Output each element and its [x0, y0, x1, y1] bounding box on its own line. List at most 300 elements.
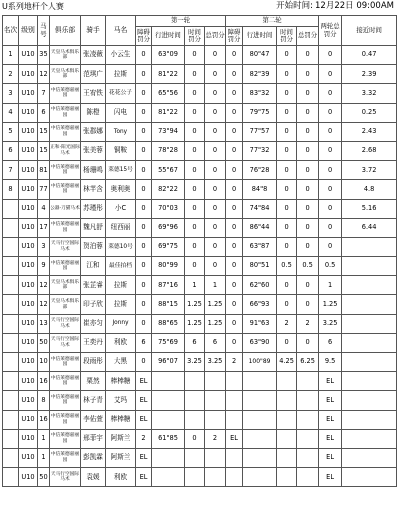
- cell-r2-total: [297, 448, 319, 467]
- cell-horse: 阿斯兰: [106, 448, 136, 467]
- col-horse: 马名: [106, 16, 136, 46]
- cell-rank: 1: [3, 46, 19, 65]
- cell-close: [342, 353, 397, 372]
- cell-r2-obs: 0: [226, 84, 243, 103]
- cell-rider: 段雨彤: [81, 353, 106, 372]
- cell-num: 13: [38, 314, 50, 333]
- cell-num: 1: [38, 448, 50, 467]
- cell-r1-time: 80"99: [152, 257, 185, 276]
- cell-r2-obs: 0: [226, 276, 243, 295]
- cell-horse: 棒棒糖: [106, 372, 136, 391]
- cell-r2-obs: 0: [226, 161, 243, 180]
- cell-two: 3.25: [319, 314, 342, 333]
- cell-two: 0: [319, 65, 342, 84]
- cell-r1-tp: [185, 468, 205, 487]
- cell-num: 16: [38, 372, 50, 391]
- cell-close: [342, 468, 397, 487]
- cell-r2-total: 0: [297, 65, 319, 84]
- cell-rider: 李佑萱: [81, 410, 106, 429]
- cell-club: 中信莱德嘉丽园: [50, 353, 81, 372]
- header-bar: [0, 0, 400, 16]
- cell-r1-tp: 0: [185, 84, 205, 103]
- cell-club: 中信莱德嘉丽园: [50, 448, 81, 467]
- cell-two: 9.5: [319, 353, 342, 372]
- cell-r1-time: [152, 410, 185, 429]
- cell-close: 0.47: [342, 46, 397, 65]
- cell-club: 中信莱德嘉丽园: [50, 84, 81, 103]
- cell-num: 7: [38, 84, 50, 103]
- cell-r1-total: 0: [205, 257, 226, 276]
- cell-r2-tp: [277, 410, 297, 429]
- table-row: [3, 276, 397, 295]
- cell-r1-obs: EL: [136, 468, 152, 487]
- cell-r2-time: 82"39: [243, 65, 277, 84]
- cell-club: 中信莱德嘉丽园: [50, 161, 81, 180]
- col-rider: 骑手: [81, 16, 106, 46]
- cell-rider: 袁媛: [81, 468, 106, 487]
- cell-r2-tp: 0: [277, 141, 297, 160]
- cell-r2-tp: 2: [277, 314, 297, 333]
- cell-rider: 张美蓉: [81, 141, 106, 160]
- cell-r1-time: [152, 391, 185, 410]
- cell-horse: 小云生: [106, 46, 136, 65]
- cell-level: U10: [19, 180, 38, 199]
- cell-num: 12: [38, 65, 50, 84]
- cell-horse: 闪电: [106, 103, 136, 122]
- cell-two: 0: [319, 103, 342, 122]
- cell-r1-total: 1.25: [205, 295, 226, 314]
- cell-horse: 纽西丽: [106, 218, 136, 237]
- cell-r2-time: [243, 391, 277, 410]
- cell-club: 天皇马术俱乐部: [50, 276, 81, 295]
- cell-close: 2.68: [342, 141, 397, 160]
- cell-rank: 6: [3, 141, 19, 160]
- cell-r1-time: 78"28: [152, 141, 185, 160]
- cell-r1-tp: 0: [185, 161, 205, 180]
- cell-two: EL: [319, 372, 342, 391]
- cell-club: 天马行空国际马术: [50, 237, 81, 256]
- cell-r2-obs: 0: [226, 65, 243, 84]
- cell-level: U10: [19, 295, 38, 314]
- cell-r2-obs: [226, 391, 243, 410]
- cell-r2-time: [243, 429, 277, 448]
- cell-rider: 邢菲宇: [81, 429, 106, 448]
- cell-r2-time: 74"84: [243, 199, 277, 218]
- cell-r2-time: [243, 410, 277, 429]
- cell-r2-time: 62"60: [243, 276, 277, 295]
- cell-r1-time: 55"67: [152, 161, 185, 180]
- cell-r1-tp: 0: [185, 257, 205, 276]
- cell-r1-obs: 0: [136, 46, 152, 65]
- cell-level: U10: [19, 468, 38, 487]
- cell-r2-tp: 0: [277, 122, 297, 141]
- results-table: [2, 15, 397, 487]
- cell-r2-total: 0.5: [297, 257, 319, 276]
- cell-r1-total: [205, 468, 226, 487]
- cell-close: 2.39: [342, 65, 397, 84]
- cell-two: 0: [319, 46, 342, 65]
- cell-two: EL: [319, 468, 342, 487]
- table-row: [3, 295, 397, 314]
- cell-r1-obs: EL: [136, 372, 152, 391]
- cell-r1-total: 2: [205, 429, 226, 448]
- cell-r2-total: 0: [297, 333, 319, 352]
- cell-r2-total: 0: [297, 103, 319, 122]
- cell-r2-time: 83"32: [243, 84, 277, 103]
- cell-r2-total: 0: [297, 276, 319, 295]
- cell-level: U10: [19, 333, 38, 352]
- cell-r2-time: 80"47: [243, 46, 277, 65]
- cell-r1-obs: 0: [136, 161, 152, 180]
- cell-r1-time: 65"56: [152, 84, 185, 103]
- cell-r1-obs: 0: [136, 314, 152, 333]
- cell-club: 天皇马术俱乐部: [50, 295, 81, 314]
- cell-r2-time: [243, 372, 277, 391]
- table-row: [3, 46, 397, 65]
- cell-r1-obs: 0: [136, 295, 152, 314]
- cell-horse: 棒棒糖: [106, 410, 136, 429]
- col-r1-time: 行进时间: [152, 27, 185, 46]
- cell-two: EL: [319, 429, 342, 448]
- cell-horse: 艾玛: [106, 391, 136, 410]
- cell-club: 正和·阳光国际马术: [50, 141, 81, 160]
- cell-rank: [3, 410, 19, 429]
- cell-two: 6: [319, 333, 342, 352]
- cell-r1-time: 63"09: [152, 46, 185, 65]
- cell-num: 16: [38, 410, 50, 429]
- cell-num: 10: [38, 353, 50, 372]
- cell-level: U10: [19, 141, 38, 160]
- cell-level: U10: [19, 161, 38, 180]
- cell-level: U10: [19, 372, 38, 391]
- cell-rank: 3: [3, 84, 19, 103]
- cell-r2-obs: 0: [226, 237, 243, 256]
- cell-r1-total: 0: [205, 122, 226, 141]
- cell-num: 17: [38, 218, 50, 237]
- cell-horse: 拉斯: [106, 65, 136, 84]
- cell-r2-obs: [226, 468, 243, 487]
- cell-r2-tp: 0: [277, 295, 297, 314]
- col-r2-obstacle: 障碍罚分: [226, 27, 243, 46]
- cell-num: 50: [38, 468, 50, 487]
- cell-r1-time: 73"94: [152, 122, 185, 141]
- col-r1-total: 总罚分: [205, 27, 226, 46]
- cell-level: U10: [19, 103, 38, 122]
- cell-r1-time: 69"96: [152, 218, 185, 237]
- start-time-value: 12月22日 09:00AM: [315, 1, 394, 11]
- cell-level: U10: [19, 84, 38, 103]
- cell-two: EL: [319, 410, 342, 429]
- cell-r1-tp: 0: [185, 122, 205, 141]
- cell-r2-tp: 0: [277, 218, 297, 237]
- cell-r1-total: [205, 372, 226, 391]
- cell-club: 天马行空国际马术: [50, 314, 81, 333]
- cell-rank: [3, 314, 19, 333]
- table-row: [3, 218, 397, 237]
- cell-horse: 拉斯: [106, 295, 136, 314]
- cell-close: [342, 448, 397, 467]
- cell-r1-tp: 0: [185, 237, 205, 256]
- table-row: [3, 353, 397, 372]
- cell-rank: [3, 237, 19, 256]
- cell-rank: [3, 429, 19, 448]
- cell-two: 0: [319, 180, 342, 199]
- cell-r2-tp: 0: [277, 180, 297, 199]
- cell-r1-tp: 0: [185, 180, 205, 199]
- col-r2-total: 总罚分: [297, 27, 319, 46]
- cell-r2-total: 6.25: [297, 353, 319, 372]
- cell-horse: 小C: [106, 199, 136, 218]
- cell-close: [342, 410, 397, 429]
- cell-num: 15: [38, 141, 50, 160]
- cell-r2-tp: 0: [277, 333, 297, 352]
- cell-r2-total: [297, 410, 319, 429]
- cell-horse: 大黑: [106, 353, 136, 372]
- cell-rider: 陈橙: [81, 103, 106, 122]
- cell-r2-total: 0: [297, 46, 319, 65]
- cell-r2-tp: 0: [277, 276, 297, 295]
- cell-r2-tp: 0: [277, 84, 297, 103]
- cell-r2-time: [243, 448, 277, 467]
- start-time: [274, 1, 394, 12]
- col-club: 俱乐部: [50, 16, 81, 46]
- table-row: [3, 103, 397, 122]
- cell-two: 0: [319, 84, 342, 103]
- cell-close: [342, 257, 397, 276]
- cell-r2-obs: 0: [226, 199, 243, 218]
- cell-level: U10: [19, 314, 38, 333]
- cell-club: 中信莱德嘉丽园: [50, 180, 81, 199]
- cell-r1-total: 6: [205, 333, 226, 352]
- cell-r2-tp: 0: [277, 103, 297, 122]
- table-row: [3, 429, 397, 448]
- cell-r2-time: 63"87: [243, 237, 277, 256]
- cell-club: 中信莱德嘉丽园: [50, 122, 81, 141]
- cell-level: U10: [19, 429, 38, 448]
- cell-r1-time: 61"85: [152, 429, 185, 448]
- cell-horse: 阿斯兰: [106, 429, 136, 448]
- cell-two: 1.25: [319, 295, 342, 314]
- cell-r1-tp: [185, 391, 205, 410]
- cell-close: [342, 372, 397, 391]
- cell-r2-total: 0: [297, 180, 319, 199]
- cell-rank: [3, 276, 19, 295]
- cell-r2-obs: 0: [226, 46, 243, 65]
- cell-club: 天马行空国际马术: [50, 468, 81, 487]
- cell-rank: 8: [3, 180, 19, 199]
- cell-num: 3: [38, 237, 50, 256]
- cell-close: [342, 333, 397, 352]
- cell-r1-time: 82"22: [152, 180, 185, 199]
- cell-close: [342, 391, 397, 410]
- cell-r2-time: 79"75: [243, 103, 277, 122]
- cell-r2-time: 77"57: [243, 122, 277, 141]
- cell-rank: 5: [3, 122, 19, 141]
- cell-rank: [3, 333, 19, 352]
- cell-r1-obs: EL: [136, 448, 152, 467]
- cell-rider: 张芷睿: [81, 276, 106, 295]
- cell-rider: 贺泊蓉: [81, 237, 106, 256]
- cell-r2-obs: [226, 372, 243, 391]
- cell-r1-time: [152, 448, 185, 467]
- col-r2-time: 行进时间: [243, 27, 277, 46]
- cell-r1-total: 0: [205, 84, 226, 103]
- cell-two: EL: [319, 391, 342, 410]
- cell-horse: 利欧: [106, 468, 136, 487]
- table-row: [3, 141, 397, 160]
- cell-num: 6: [38, 103, 50, 122]
- cell-close: 3.72: [342, 161, 397, 180]
- cell-two: 1: [319, 276, 342, 295]
- cell-r2-time: 91"63: [243, 314, 277, 333]
- cell-r2-time: 66"93: [243, 295, 277, 314]
- cell-r2-obs: 0: [226, 295, 243, 314]
- cell-r1-total: [205, 391, 226, 410]
- cell-r1-total: 3.25: [205, 353, 226, 372]
- cell-r1-time: [152, 372, 185, 391]
- cell-horse: 莱德15号: [106, 161, 136, 180]
- cell-num: 81: [38, 161, 50, 180]
- col-closest-time: 接近时间: [342, 16, 397, 46]
- cell-rider: 江和: [81, 257, 106, 276]
- cell-r2-obs: 0: [226, 333, 243, 352]
- cell-rank: 4: [3, 103, 19, 122]
- cell-r1-tp: 0: [185, 199, 205, 218]
- cell-r2-tp: [277, 391, 297, 410]
- cell-level: U10: [19, 257, 38, 276]
- cell-r1-obs: 0: [136, 353, 152, 372]
- cell-r2-total: 0: [297, 237, 319, 256]
- cell-club: 公器·刀猫马术: [50, 199, 81, 218]
- cell-r2-tp: 0.5: [277, 257, 297, 276]
- col-level: 级别: [19, 16, 38, 46]
- cell-rank: [3, 391, 19, 410]
- cell-r1-tp: 0: [185, 65, 205, 84]
- cell-r1-obs: 0: [136, 276, 152, 295]
- cell-r1-time: [152, 468, 185, 487]
- cell-r2-total: 0: [297, 141, 319, 160]
- table-row: [3, 257, 397, 276]
- cell-r2-obs: 2: [226, 353, 243, 372]
- cell-num: 77: [38, 180, 50, 199]
- cell-close: 4.8: [342, 180, 397, 199]
- cell-close: 5.16: [342, 199, 397, 218]
- cell-r1-tp: 0: [185, 218, 205, 237]
- cell-r1-tp: 1.25: [185, 295, 205, 314]
- cell-num: 12: [38, 276, 50, 295]
- cell-horse: 莱德10号: [106, 237, 136, 256]
- cell-club: 中信莱德嘉丽园: [50, 372, 81, 391]
- cell-rider: 张凌薇: [81, 46, 106, 65]
- cell-rider: 林子青: [81, 391, 106, 410]
- col-r2-time-penalty: 时间罚分: [277, 27, 297, 46]
- cell-r2-total: 0: [297, 218, 319, 237]
- cell-two: 0: [319, 218, 342, 237]
- cell-horse: 最佳拍档: [106, 257, 136, 276]
- cell-r1-time: 69"75: [152, 237, 185, 256]
- cell-r2-tp: [277, 448, 297, 467]
- cell-r1-obs: 0: [136, 103, 152, 122]
- cell-close: 2.43: [342, 122, 397, 141]
- cell-club: 中信莱德嘉丽园: [50, 410, 81, 429]
- cell-r2-obs: [226, 410, 243, 429]
- cell-r1-tp: 0: [185, 429, 205, 448]
- cell-two: 0: [319, 122, 342, 141]
- cell-r1-total: [205, 410, 226, 429]
- cell-rider: 林芊含: [81, 180, 106, 199]
- table-row: [3, 372, 397, 391]
- cell-r1-time: 75"69: [152, 333, 185, 352]
- cell-horse: Jonny: [106, 314, 136, 333]
- cell-rank: [3, 257, 19, 276]
- col-number: 马号: [38, 16, 50, 46]
- cell-level: U10: [19, 410, 38, 429]
- cell-club: 中信莱德嘉丽园: [50, 257, 81, 276]
- cell-r1-tp: 3.25: [185, 353, 205, 372]
- cell-rank: [3, 295, 19, 314]
- col-r1-obstacle: 障碍罚分: [136, 27, 152, 46]
- cell-r1-total: 0: [205, 218, 226, 237]
- cell-r1-tp: 1.25: [185, 314, 205, 333]
- cell-rider: 印子欣: [81, 295, 106, 314]
- cell-r1-total: 0: [205, 180, 226, 199]
- cell-num: 50: [38, 333, 50, 352]
- cell-r2-total: [297, 391, 319, 410]
- cell-r1-total: 0: [205, 65, 226, 84]
- cell-r2-total: [297, 372, 319, 391]
- col-r1-time-penalty: 时间罚分: [185, 27, 205, 46]
- cell-r2-total: 0: [297, 122, 319, 141]
- table-row: [3, 448, 397, 467]
- cell-r2-total: [297, 429, 319, 448]
- cell-r1-time: 70"03: [152, 199, 185, 218]
- cell-r1-total: 0: [205, 237, 226, 256]
- cell-club: 中信莱德嘉丽园: [50, 218, 81, 237]
- cell-num: 35: [38, 46, 50, 65]
- cell-close: 3.32: [342, 84, 397, 103]
- cell-rider: 栗然: [81, 372, 106, 391]
- cell-close: [342, 276, 397, 295]
- cell-rider: 王宥铁: [81, 84, 106, 103]
- cell-level: U10: [19, 122, 38, 141]
- cell-r2-total: 0: [297, 295, 319, 314]
- cell-r1-tp: 1: [185, 276, 205, 295]
- cell-r1-time: 88"15: [152, 295, 185, 314]
- page-title: U系列地杆个人赛: [2, 2, 64, 11]
- cell-r2-total: [297, 468, 319, 487]
- cell-r1-time: 88"65: [152, 314, 185, 333]
- cell-r1-tp: 0: [185, 46, 205, 65]
- cell-r1-tp: [185, 410, 205, 429]
- cell-r1-obs: EL: [136, 391, 152, 410]
- cell-r2-time: [243, 468, 277, 487]
- cell-rank: [3, 199, 19, 218]
- cell-level: U10: [19, 353, 38, 372]
- cell-r1-tp: [185, 448, 205, 467]
- cell-r1-tp: 0: [185, 141, 205, 160]
- cell-r2-tp: 0: [277, 65, 297, 84]
- cell-r1-time: 81"22: [152, 103, 185, 122]
- cell-num: 9: [38, 257, 50, 276]
- cell-horse: 利欧: [106, 333, 136, 352]
- cell-horse: 花花公子: [106, 84, 136, 103]
- cell-rank: [3, 372, 19, 391]
- cell-r2-obs: 0: [226, 141, 243, 160]
- cell-horse: Tony: [106, 122, 136, 141]
- cell-r2-total: 2: [297, 314, 319, 333]
- cell-r2-tp: [277, 372, 297, 391]
- cell-r1-total: [205, 448, 226, 467]
